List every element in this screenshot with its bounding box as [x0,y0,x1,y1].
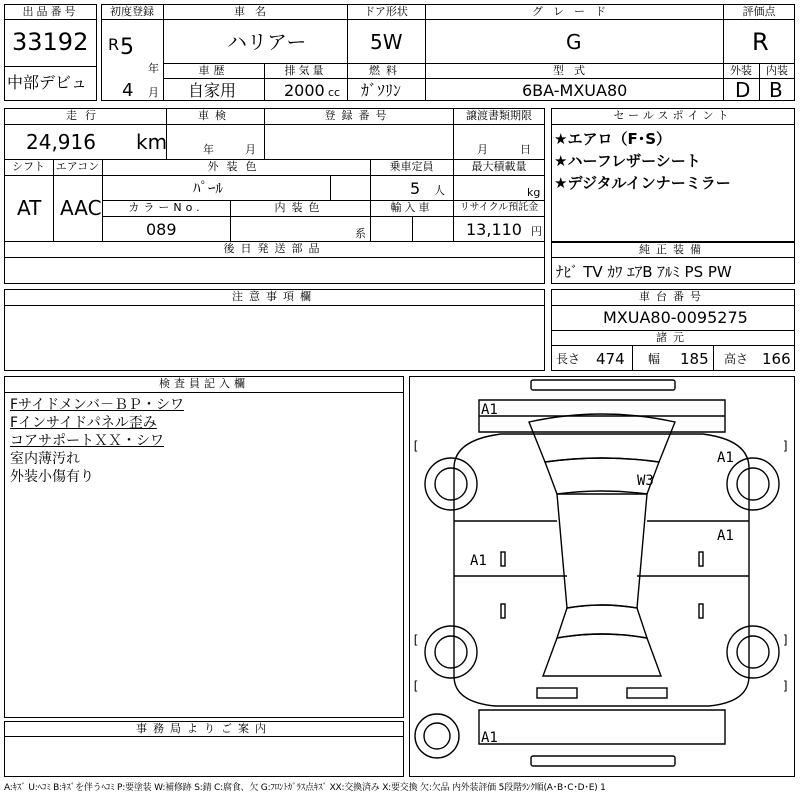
displacement-label: 排気量 [284,64,327,77]
score: R [752,28,769,56]
sales-point: ★ハーフレザーシート [554,152,701,170]
import-label: 輸入車 [390,201,433,214]
damage-mark: A1 [717,450,734,466]
debut-label: 中部デビュ [7,73,88,92]
era: R [108,35,120,54]
grade-label: グレード [532,5,616,18]
ext-color-label: 外装色 [207,160,265,173]
dims-label: 諸元 [656,331,690,344]
car-name-label: 車名 [234,5,276,18]
int-color-unit: 系 [355,227,366,240]
displacement-unit: cc [328,86,341,99]
legend: A:ｷｽﾞ U:ﾍｺﾐ B:ｷｽﾞを伴うﾍｺﾐ P:要塗装 W:補修跡 S:錆 C:腐食、欠 G:ﾌﾛﾝﾄｶﾞﾗｽ点ｷｽﾞ XX:交換済み X:要交換 欠:欠品 内外装評価 5段階ﾗﾝｸ順(A･B･C･D･E) 1 [4,783,606,793]
car-name: ハリアー [227,30,307,54]
inspector-note: Fサイドメンバ－ＢＰ・シワ [10,397,184,413]
score-label: 評価点 [742,5,776,18]
exterior-grade-label: 外装 [730,64,752,77]
equipment-value: ﾅﾋﾞ TV ｶﾜ ｴｱB ｱﾙﾐ PS PW [556,263,732,281]
capacity-unit: 人 [434,184,445,197]
equipment-label: 純正装備 [639,243,707,256]
interior-grade-label: 内装 [766,64,788,77]
displacement: 2000 [284,81,325,100]
aircon: AAC [60,196,102,220]
grade: G [566,30,582,54]
transfer-doc-label: 譲渡書類期限 [466,109,532,122]
sales-point: ★デジタルインナーミラー [554,174,731,192]
inspection-label: 車検 [198,109,232,122]
mileage-unit: km [136,130,168,154]
reg-year: 5 [120,35,134,60]
damage-mark: W3 [637,473,654,489]
width-label: 幅 [648,352,661,366]
later-parts-label: 後日発送部品 [223,242,326,255]
sales-points-label: セールスポイント [613,109,733,122]
inspection-year-unit: 年 [203,143,214,156]
svg-text:[: [ [412,679,420,693]
ext-color: ﾊﾟｰﾙ [193,179,224,197]
recycle-unit: 円 [531,225,542,238]
lot-no-label: 出品番号 [22,5,79,18]
doors-label: ドア形状 [364,5,408,18]
damage-mark: A1 [481,730,498,746]
transfer-day-unit: 日 [520,143,531,156]
inspector-label: 検査員記入欄 [159,377,249,390]
doors: 5W [370,30,403,54]
transfer-month-unit: 月 [477,143,488,156]
chassis-label: 車台番号 [639,290,707,303]
svg-text:]: ] [782,633,790,647]
model: 6BA-MXUA80 [522,81,628,100]
length-label: 長さ [556,352,581,366]
caution-label: 注意事項欄 [232,290,317,303]
damage-mark: A1 [717,528,734,544]
reg-month: 4 [122,80,134,101]
first-reg-label: 初度登録 [110,5,154,18]
max-load-label: 最大積載量 [471,160,527,173]
reg-month-unit: 月 [148,86,159,99]
fuel-label: 燃料 [369,64,403,77]
max-load-unit: kg [527,186,541,199]
width: 185 [680,350,709,368]
inspection-month-unit: 月 [245,143,256,156]
inspector-note: コアサポートＸＸ・シワ [10,433,164,449]
svg-text:]: ] [782,439,790,453]
svg-text:[: [ [412,633,420,647]
damage-mark: A1 [481,402,498,418]
recycle: 13,110 [466,220,522,239]
color-no-label: カラーNo. [128,201,204,214]
shift: AT [17,196,42,220]
model-label: 型式 [553,64,595,77]
car-diagram [409,376,795,777]
inspector-note: Fインサイドパネル歪み [10,415,157,431]
length: 474 [596,350,625,368]
chassis-value: MXUA80-0095275 [603,308,748,327]
history: 自家用 [188,81,237,100]
svg-text:[: [ [412,439,420,453]
shift-label: シフト [12,160,45,173]
height-label: 高さ [724,352,749,366]
interior-grade: B [769,78,783,102]
color-no: 089 [146,220,177,239]
svg-text:]: ] [782,679,790,693]
reg-no-label: 登録番号 [324,109,393,122]
history-label: 車歴 [198,64,229,77]
damage-mark: A1 [470,553,487,569]
fuel: ｶﾞｿﾘﾝ [361,81,402,100]
recycle-label: リサイクル預託金 [459,202,539,213]
inspector-note: 外装小傷有り [10,469,94,485]
sales-point: ★エアロ（F･S） [554,130,671,148]
reg-year-unit: 年 [148,62,159,75]
inspector-note: 室内薄汚れ [10,451,80,467]
mileage: 24,916 [26,130,96,154]
height: 166 [762,350,791,368]
lot-no: 33192 [12,28,89,56]
office-label: 事務局よりご案内 [136,722,272,735]
mileage-label: 走行 [66,109,104,122]
aircon-label: エアコン [55,160,100,173]
capacity: 5 [410,179,421,198]
exterior-grade: D [735,78,751,102]
capacity-label: 乗車定員 [389,160,434,173]
int-color-label: 内装色 [274,201,326,214]
